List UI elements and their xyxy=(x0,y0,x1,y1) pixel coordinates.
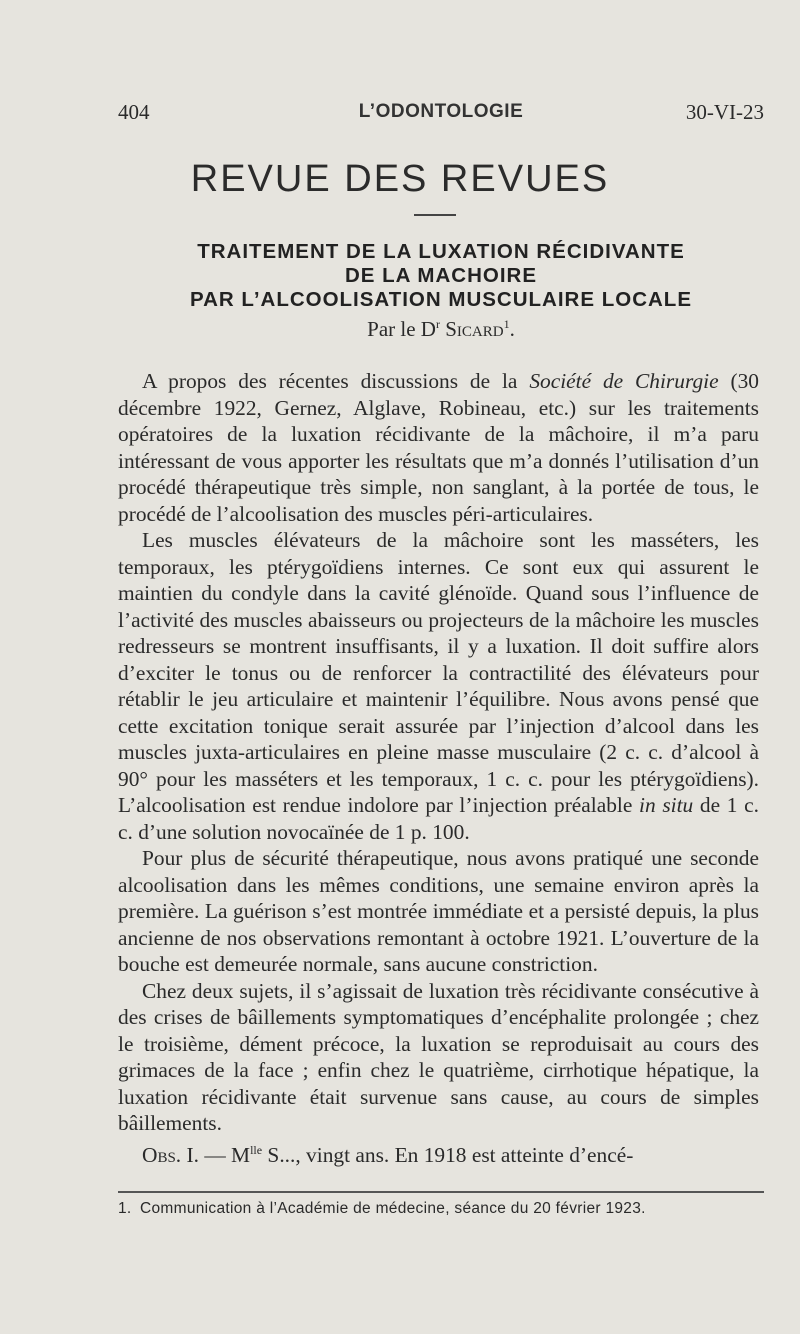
page-number: 404 xyxy=(118,100,150,124)
author-suffix: . xyxy=(509,317,515,341)
article-body xyxy=(118,368,759,1168)
paragraph xyxy=(118,1137,759,1169)
footnote-text: Communication à l’Académie de médecine, séance du 20 février 1923. xyxy=(140,1200,646,1217)
paragraph-text: A propos des récentes discussions de la xyxy=(142,369,530,393)
paragraph: Chez deux sujets, il s’agissait de luxation très récidivante consécutive à des crises de bâillements symptomatiques d’encéphalite prolongée ; chez le troisième, dément précoce, la luxation se reproduisait au cours des grimaces de la face ; enfin chez le quatrième, cirrhotique hépatique, la luxation récidivante était survenue sans cause, au cours de simples bâillements. xyxy=(118,978,759,1135)
issue-date: 30-VI-23 xyxy=(685,100,764,124)
author-line xyxy=(118,317,764,342)
paragraph-text: — M xyxy=(198,1142,251,1167)
author-title-sup: r xyxy=(435,317,440,331)
running-header xyxy=(118,100,764,130)
italic-text: in situ xyxy=(639,793,694,817)
article-title-line: DE LA MACHOIRE xyxy=(344,264,538,287)
journal-title: L’ODONTOLOGIE xyxy=(358,101,524,122)
footnote-divider xyxy=(118,1191,764,1193)
footnote xyxy=(118,1200,764,1218)
author-footnote-ref: 1 xyxy=(503,317,510,331)
article-title-line: TRAITEMENT DE LA LUXATION RÉCIDIVANTE xyxy=(197,240,685,263)
paragraph xyxy=(118,368,759,527)
paragraph: Pour plus de sécurité thérapeutique, nous avons pratiqué une seconde alcoolisation dans les mêmes conditions, une semaine environ après la première. La guérison s’est montrée immédiate et a persisté depuis, la plus ancienne de nos observations remontant à octobre 1921. L’ouverture de la bouche est demeurée normale, sans aucune constriction. xyxy=(118,846,759,976)
article-title xyxy=(118,240,764,312)
author-name: Sicard xyxy=(445,317,504,341)
paragraph-text: (30 décembre 1922, Gernez, Alglave, Robineau, etc.) sur les traitements opératoires de la luxation récidivante de la mâchoire, il m’a paru intéressant de vous apporter les résultats que m’a donnés l’utilisation d’un procédé thérapeutique très simple, non sanglant, à la portée de tous, le procédé de l’alcoolisation des muscles péri-articulaires. xyxy=(118,369,760,526)
paragraph-text: Les muscles élévateurs de la mâchoire sont les masséters, les temporaux, les ptérygoïdiens internes. Ce sont eux qui assurent le maintien du condyle dans la cavité glénoïde. Quand sous l’influence de l’activité des muscles abaisseurs ou projecteurs de la mâchoire les muscles redresseurs se montrent insuffisants, il y a luxation. Il doit suffire alors d’exciter le tonus ou de renforcer la contractilité des élévateurs pour rétablir le jeu articulaire et maintenir l’équilibre. Nous avons pensé que cette excitation tonique serait assurée par l’injection d’alcool dans les muscles juxta-articulaires en pleine masse musculaire (2 c. c. d’alcool à 90° pour les masséters et les temporaux, 1 c. c. pour les ptérygoïdiens). L’alcoolisation est rendue indolore par l’injection préalable xyxy=(118,528,759,817)
title-divider xyxy=(414,214,456,216)
footnote-number: 1. xyxy=(118,1200,132,1217)
paragraph-text: de 1 c. c. d’une solution novocaïnée de 1 p. 100. xyxy=(118,793,759,844)
paragraph-text: S..., vingt ans. En 1918 est atteinte d’encé- xyxy=(262,1142,634,1167)
author-prefix: Par le D xyxy=(367,317,436,341)
section-title: REVUE DES REVUES xyxy=(190,158,610,200)
observation-label: Obs. I. xyxy=(142,1142,199,1167)
italic-text: Société de Chirurgie xyxy=(529,369,719,393)
paragraph xyxy=(118,527,759,845)
superscript: lle xyxy=(250,1142,263,1157)
article-title-line: PAR L’ALCOOLISATION MUSCULAIRE LOCALE xyxy=(189,288,693,311)
